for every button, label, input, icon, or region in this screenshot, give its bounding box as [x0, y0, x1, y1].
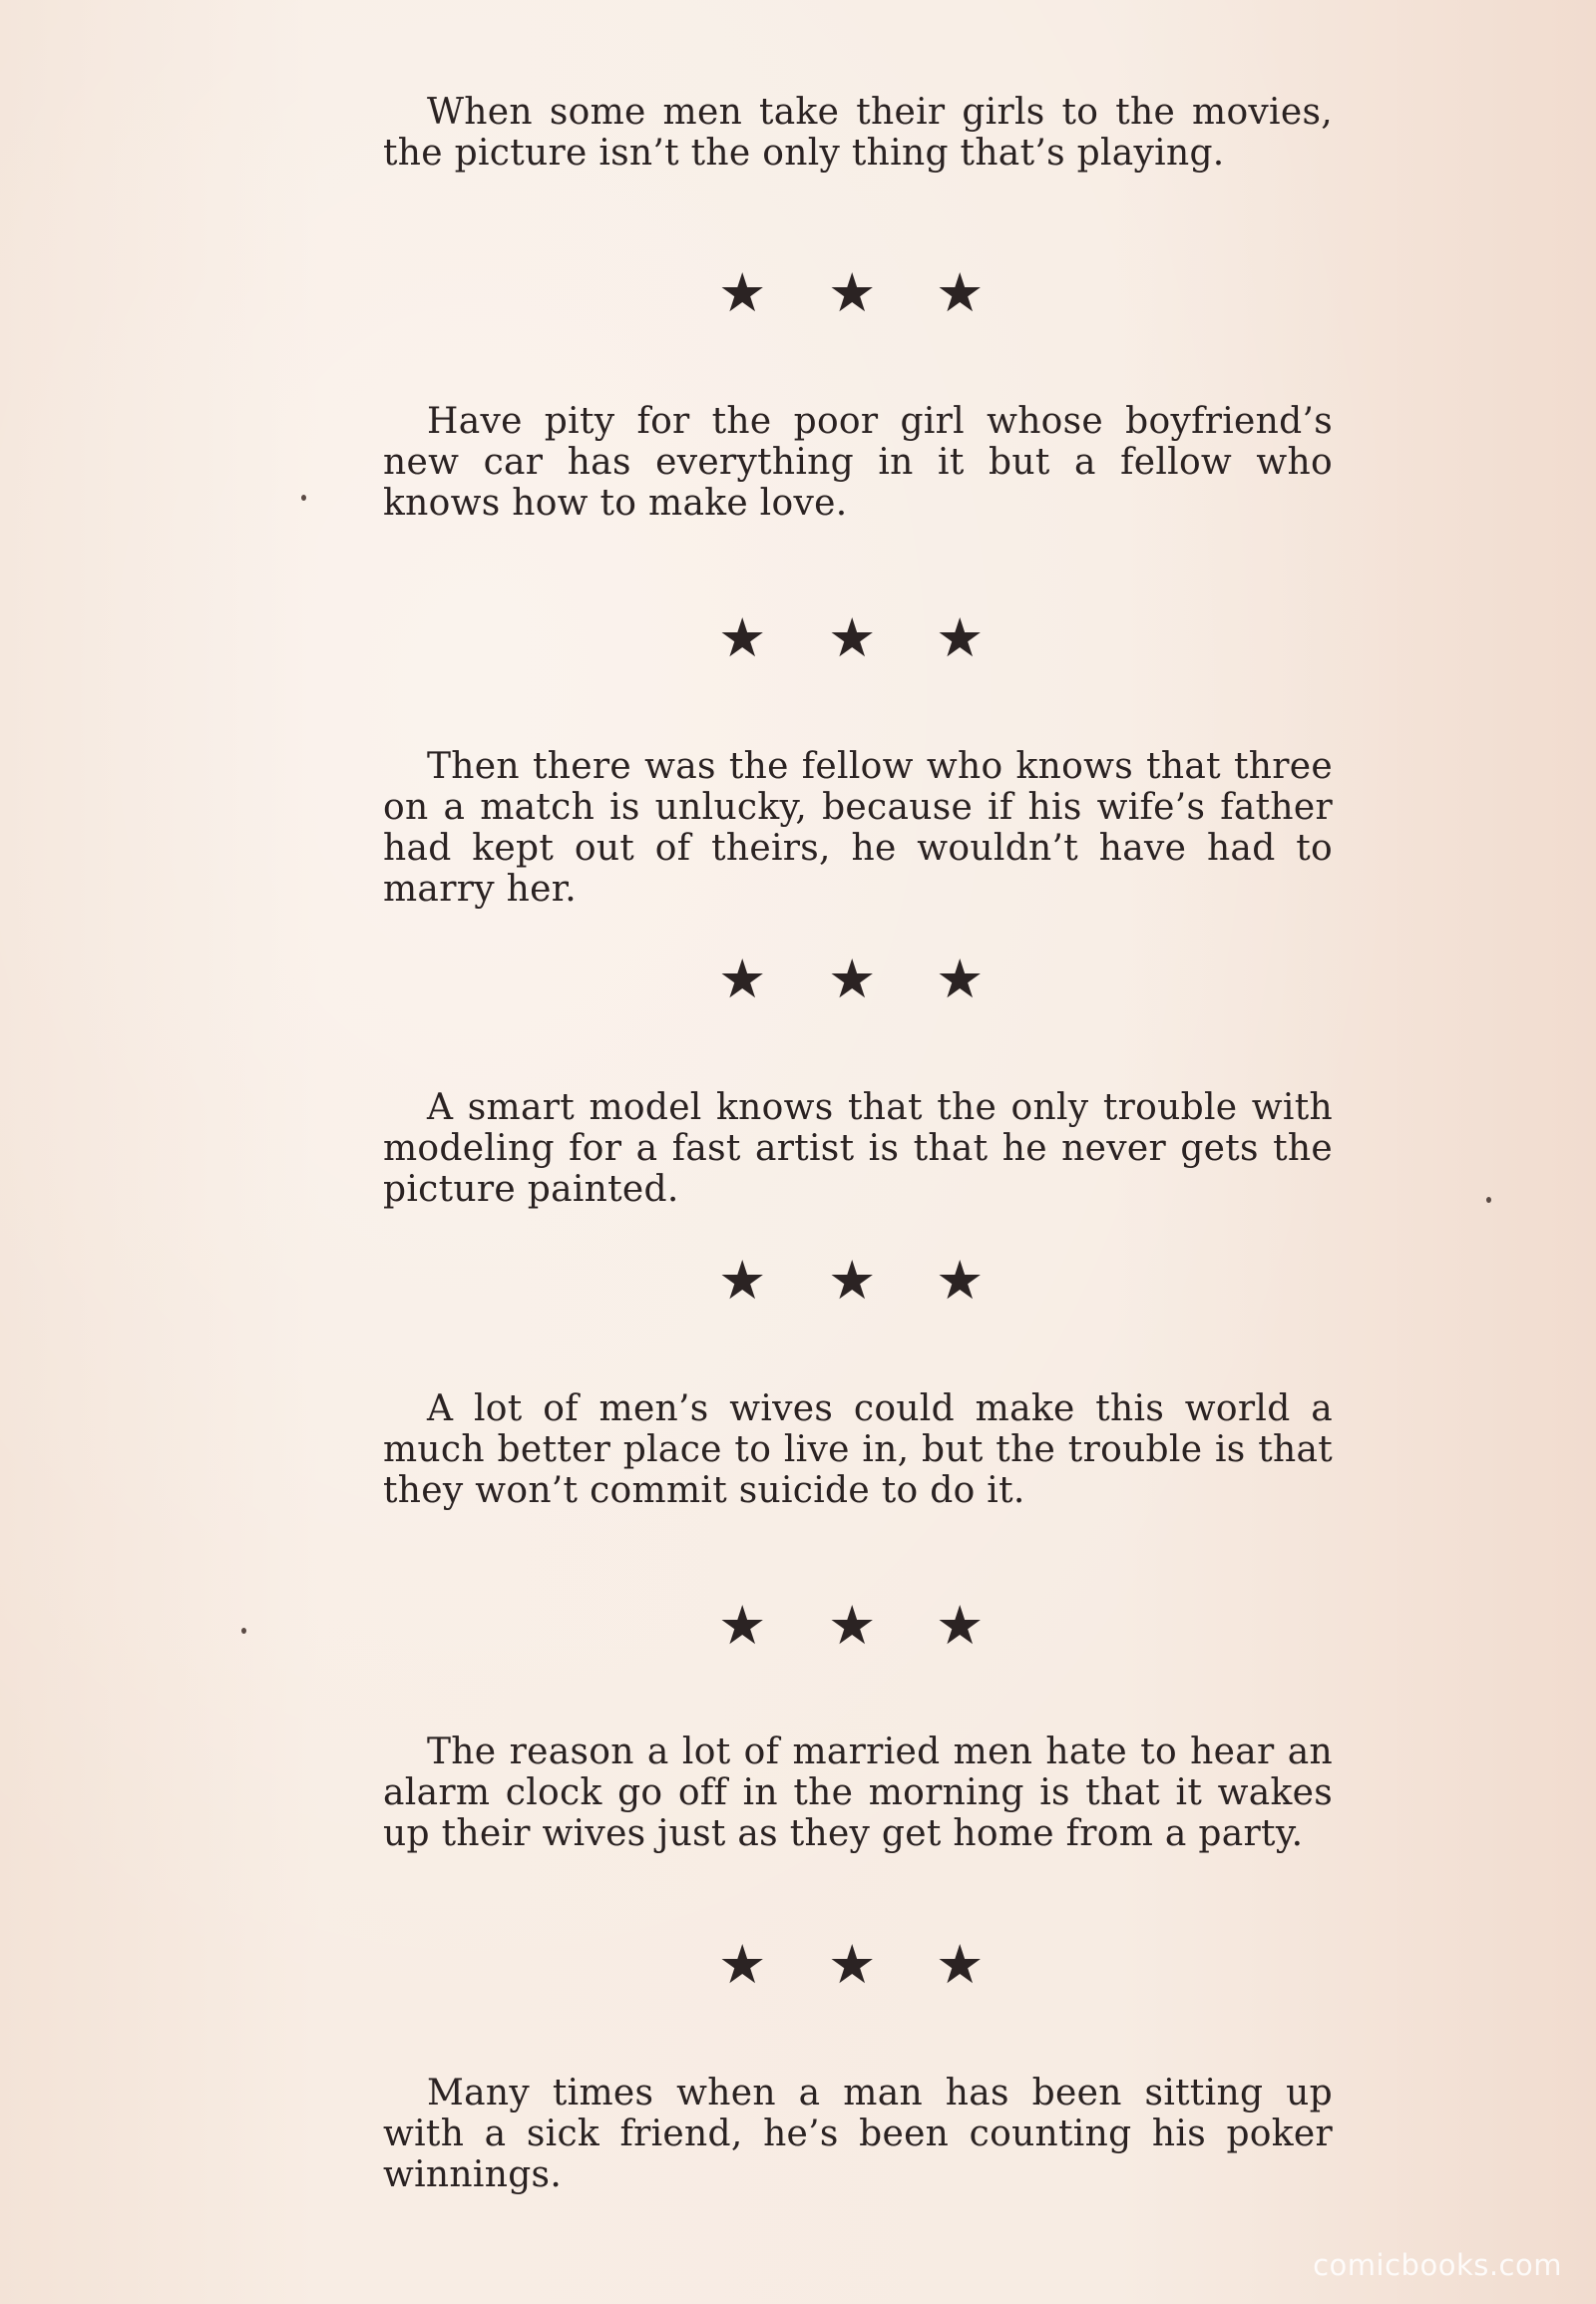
star-icon: ★ [936, 606, 985, 669]
star-separator [718, 263, 1017, 323]
star-icon: ★ [718, 1933, 767, 1996]
star-icon: ★ [718, 606, 767, 669]
star-icon: ★ [828, 1249, 877, 1312]
star-icon: ★ [718, 1594, 767, 1657]
joke-paragraph: The reason a lot of married men hate to hear an alarm clock go off in the morning is that it wakes up their wives just as they get home from a party. [383, 1731, 1333, 1854]
star-separator [718, 1251, 1017, 1311]
paper-speck [241, 1628, 246, 1634]
star-icon: ★ [828, 1594, 877, 1657]
star-icon: ★ [828, 948, 877, 1010]
star-separator [718, 1596, 1017, 1656]
joke-paragraph: Then there was the fellow who knows that three on a match is unlucky, because if his wife’s father had kept out of theirs, he wouldn’t have had to marry her. [383, 746, 1333, 910]
star-icon: ★ [936, 1933, 985, 1996]
star-icon: ★ [828, 261, 877, 324]
star-icon: ★ [936, 948, 985, 1010]
star-icon: ★ [936, 261, 985, 324]
joke-paragraph: When some men take their girls to the movies, the picture isn’t the only thing that’s playing. [383, 92, 1333, 174]
joke-paragraph: A smart model knows that the only trouble with modeling for a fast artist is that he never gets the picture painted. [383, 1087, 1333, 1210]
star-icon: ★ [828, 1933, 877, 1996]
star-separator [718, 1935, 1017, 1995]
joke-paragraph: Many times when a man has been sitting up with a sick friend, he’s been counting his poker winnings. [383, 2073, 1333, 2195]
star-icon: ★ [718, 948, 767, 1010]
paper-speck [301, 495, 306, 501]
star-icon: ★ [936, 1249, 985, 1312]
star-icon: ★ [828, 606, 877, 669]
star-icon: ★ [718, 1249, 767, 1312]
star-icon: ★ [936, 1594, 985, 1657]
star-icon: ★ [718, 261, 767, 324]
star-separator [718, 950, 1017, 1009]
joke-paragraph: A lot of men’s wives could make this world a much better place to live in, but the trouble is that they won’t commit suicide to do it. [383, 1388, 1333, 1511]
star-separator [718, 608, 1017, 668]
paper-speck [1486, 1197, 1491, 1203]
joke-paragraph: Have pity for the poor girl whose boyfriend’s new car has everything in it but a fellow who knows how to make love. [383, 401, 1333, 524]
watermark: comicbooks.com [1313, 2248, 1562, 2282]
